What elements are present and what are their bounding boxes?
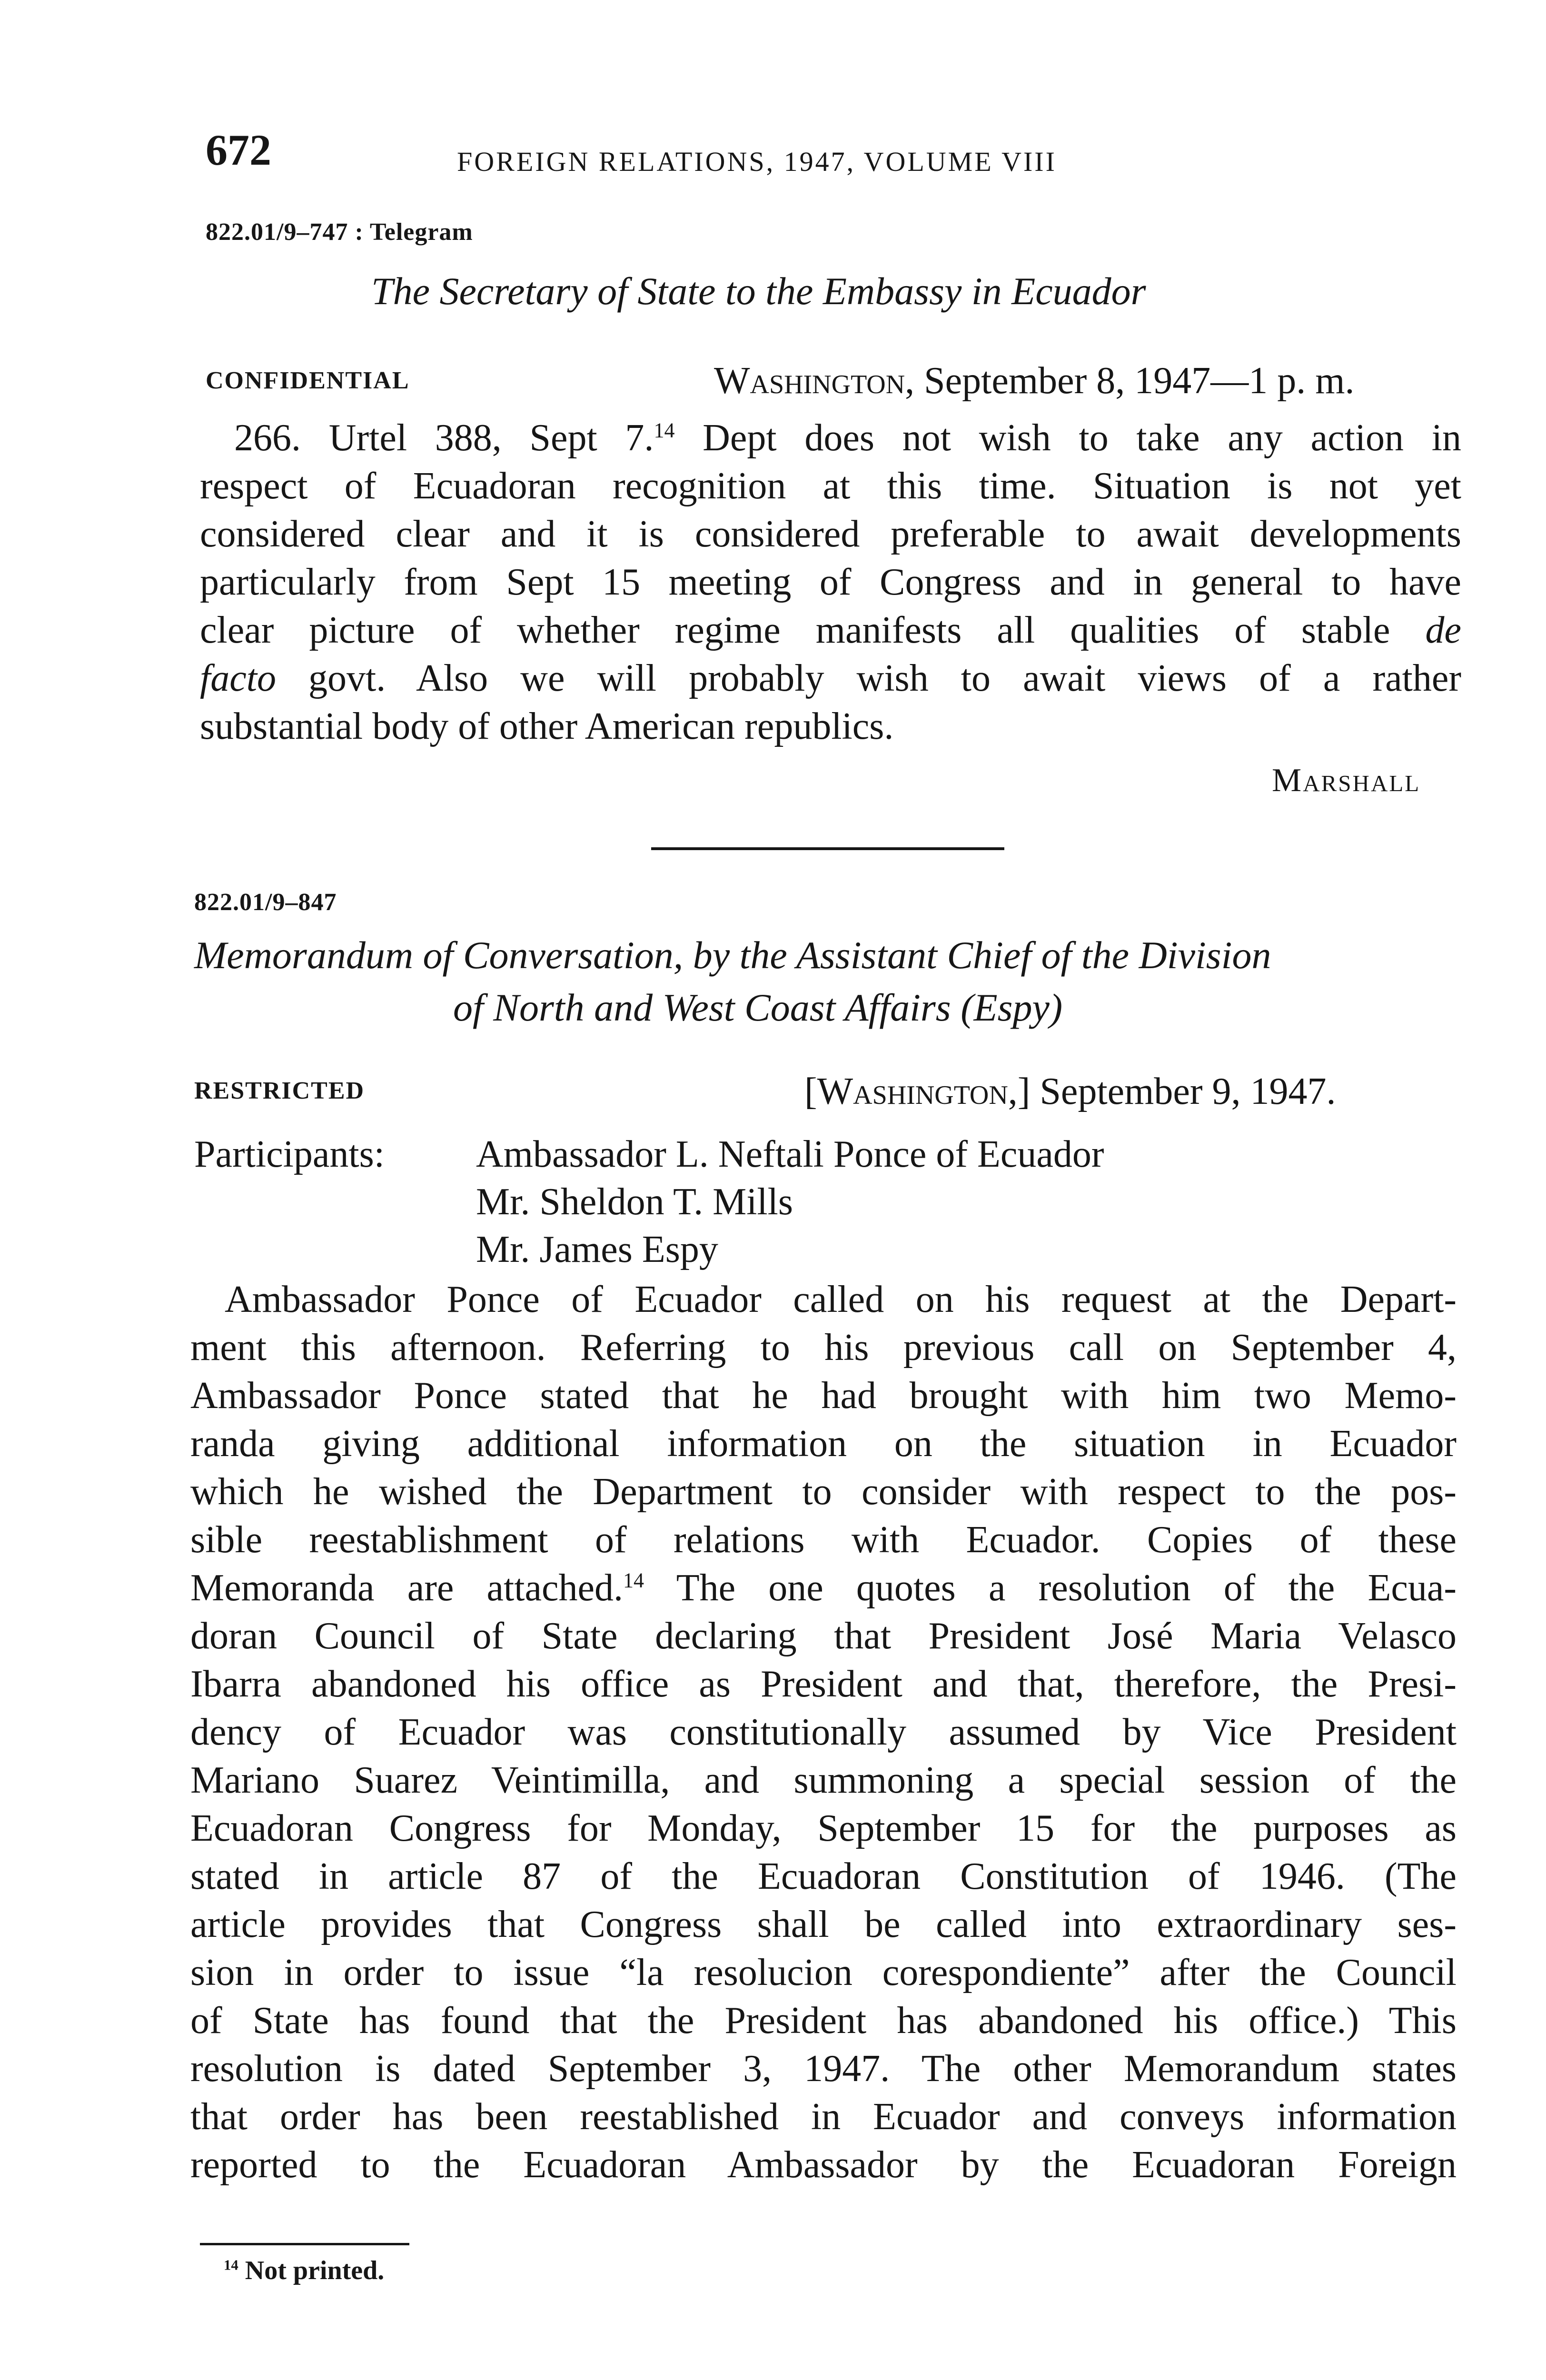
doc2-body-line: Ambassador Ponce of Ecuador called on his request at the Depart-	[225, 1279, 1457, 1320]
running-head: FOREIGN RELATIONS, 1947, VOLUME VIII	[457, 146, 1057, 177]
doc2-body-line: Ambassador Ponce stated that he had brought with him two Memo-	[190, 1375, 1457, 1417]
doc2-body-line: dency of Ecuador was constitutionally assumed by Vice President	[190, 1711, 1457, 1753]
participant-item: Ambassador L. Neftali Ponce of Ecuador	[476, 1133, 1104, 1175]
doc2-classification: RESTRICTED	[194, 1077, 365, 1104]
doc1-body-line: 266. Urtel 388, Sept 7.14 Dept does not wish to take any action in	[234, 417, 1461, 459]
page-number: 672	[206, 126, 271, 174]
doc1-body-line: respect of Ecuadoran recognition at this time. Situation is not yet	[200, 465, 1461, 507]
footnote-text: Not printed.	[238, 2256, 385, 2285]
doc2-body-line: Ibarra abandoned his office as President and that, therefore, the Presi-	[190, 1663, 1457, 1705]
doc2-file-id: 822.01/9–847	[194, 889, 337, 916]
doc2-body-line: Memoranda are attached.$^{14}$ The one quotes a resolution of the Ecua-	[190, 1567, 1457, 1609]
doc1-dateline	[714, 359, 1355, 403]
doc2-body-line: randa giving additional information on the situation in Ecuador	[190, 1423, 1457, 1465]
doc2-body-line: sion in order to issue “la resolucion corespondiente” after the Council	[190, 1952, 1457, 1993]
doc1-body-line: considered clear and it is considered preferable to await developments	[200, 513, 1461, 555]
doc2-body-line: Mariano Suarez Veintimilla, and summoning a special session of the	[190, 1759, 1457, 1801]
doc2-body-line: of State has found that the President has abandoned his office.) This	[190, 2000, 1457, 2042]
doc2-body-line: sible reestablishment of relations with Ecuador. Copies of these	[190, 1519, 1457, 1561]
doc1-body-line: clear picture of whether regime manifests all qualities of stable de	[200, 609, 1461, 651]
participant-item: Mr. Sheldon T. Mills	[476, 1181, 793, 1223]
doc2-title-line1: Memorandum of Conversation, by the Assistant Chief of the Division	[194, 933, 1271, 977]
doc1-body-line: substantial body of other American republics.	[200, 705, 894, 747]
doc2-body-line: stated in article 87 of the Ecuadoran Constitution of 1946. (The	[190, 1855, 1457, 1897]
doc1-body	[200, 414, 1461, 751]
doc1-date-rest: , September 8, 1947—1 p. m.	[905, 360, 1355, 402]
doc2-body	[190, 1276, 1457, 2189]
doc1-title: The Secretary of State to the Embassy in Ecuador	[371, 269, 1146, 313]
doc2-body-line: which he wished the Department to consider with respect to the pos-	[190, 1471, 1457, 1513]
footnote	[224, 2255, 384, 2286]
doc2-title-line2: of North and West Coast Affairs (Espy)	[453, 986, 1063, 1029]
doc2-body-line: ment this afternoon. Referring to his previous call on September 4,	[190, 1327, 1457, 1368]
footnote-ref: 14	[654, 418, 675, 442]
doc1-date-place: Washington	[714, 360, 905, 402]
doc2-body-line: reported to the Ecuadoran Ambassador by the Ecuadoran Foreign	[190, 2144, 1457, 2186]
doc2-body-line: resolution is dated September 3, 1947. The other Memorandum states	[190, 2048, 1457, 2090]
doc1-signature: Marshall	[1272, 762, 1421, 799]
footnote-ref: 14	[623, 1568, 644, 1592]
doc2-dateline: [Washington,] September 9, 1947.	[804, 1071, 1336, 1112]
doc2-date-place: Washington	[817, 1071, 1008, 1112]
doc1-body-line: facto govt. Also we will probably wish to await views of a rather	[200, 657, 1461, 699]
doc2-body-line: Ecuadoran Congress for Monday, September 15 for the purposes as	[190, 1807, 1457, 1849]
footnote-rule	[200, 2243, 409, 2245]
doc1-body-line: particularly from Sept 15 meeting of Congress and in general to have	[200, 561, 1461, 603]
footnote-marker: 14	[224, 2257, 238, 2273]
participants-label: Participants:	[194, 1133, 385, 1175]
doc1-file-id: 822.01/9–747 : Telegram	[206, 218, 473, 246]
section-divider	[651, 847, 1004, 850]
doc1-classification: CONFIDENTIAL	[206, 367, 410, 394]
doc2-body-line: article provides that Congress shall be called into extraordinary ses-	[190, 1904, 1457, 1945]
participant-item: Mr. James Espy	[476, 1229, 718, 1270]
doc2-body-line: doran Council of State declaring that President José Maria Velasco	[190, 1615, 1457, 1657]
doc2-body-line: that order has been reestablished in Ecuador and conveys information	[190, 2096, 1457, 2138]
